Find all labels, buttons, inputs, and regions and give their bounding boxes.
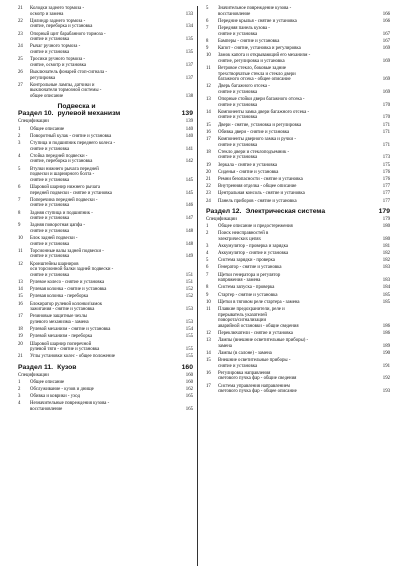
entry-title: Значительное повреждение кузова - восстановление <box>218 6 292 17</box>
entry-number: 1 <box>18 126 21 132</box>
toc-entry <box>18 154 193 165</box>
toc-entry <box>18 32 193 43</box>
entry-page-number: 153 <box>185 319 193 325</box>
entry-page-number: 165 <box>185 394 193 400</box>
entry-title: Блокиратор рулевой колонки/замок зажигания - снятие и установка <box>30 301 103 313</box>
toc-entry <box>18 394 193 400</box>
entry-number: 21 <box>18 354 23 360</box>
entry-number: 12 <box>206 330 211 336</box>
toc-entry <box>206 338 390 349</box>
entry-number: 7 <box>206 25 209 31</box>
entry-title: Замок капота и открывающий его механизм - снятие, регулировка и установка <box>218 53 311 64</box>
entry-number: 17 <box>206 137 211 142</box>
entry-page-number: 141 <box>185 146 193 152</box>
entry-title: Блок задней подвески - снятие и установка <box>30 236 78 247</box>
toc-entry <box>18 44 193 55</box>
entry-page-number: 148 <box>185 228 193 234</box>
entry-page-number: 169 <box>382 45 390 51</box>
entry-number: 13 <box>206 338 211 344</box>
toc-entry <box>206 199 390 205</box>
entry-number: 18 <box>206 149 211 155</box>
entry-number: 15 <box>206 122 211 128</box>
toc-entry <box>18 354 193 360</box>
entry-title: Контрольные лампы, датчики и выключатели тормозной системы - общее описание <box>30 82 102 99</box>
entry-number: 8 <box>18 210 21 216</box>
toc-entry <box>18 342 193 353</box>
entry-page-number: 154 <box>185 327 193 333</box>
toc-entry-specifications <box>18 119 193 125</box>
entry-number: 6 <box>206 18 209 24</box>
entry-number: 19 <box>18 334 23 340</box>
entry-page-number: 142 <box>185 159 193 165</box>
entry-page-number: 173 <box>382 155 390 161</box>
entry-title: Опорный щит барабанного тормоза - снятие и установка <box>30 31 106 43</box>
entry-title: Передняя панель кузова - снятие и установка <box>218 25 270 37</box>
entry-title: Бамперы - снятие и установка <box>218 38 280 44</box>
section-title: Подвеска и рулевой механизм <box>57 103 121 118</box>
entry-page-number: 185 <box>382 299 390 305</box>
entry-number: 23 <box>18 31 23 37</box>
entry-title: Компоненты замка двери багажного отсека - снятие и установка <box>218 109 310 121</box>
entry-title: Центральная консоль - снятие и установка <box>218 191 305 197</box>
entry-number: 18 <box>18 327 23 333</box>
entry-number: 17 <box>18 314 23 320</box>
entry-title: Стартер - снятие и установка <box>218 292 278 298</box>
entry-title: Опорные стойки двери багажного отсека - снятие и установка <box>218 97 305 108</box>
entry-number: 16 <box>206 370 211 376</box>
entry-page-number: 185 <box>382 292 390 298</box>
entry-title: Аккумулятор - снятие и установка <box>218 251 289 257</box>
entry-page-number: 155 <box>185 334 193 340</box>
toc-entry <box>18 185 193 196</box>
entry-page-number: 151 <box>185 280 193 286</box>
entry-page-number: 186 <box>382 330 390 336</box>
entry-number: 4 <box>18 153 21 159</box>
toc-entry <box>206 224 390 230</box>
entry-title: Переключатели - снятие и установка <box>218 330 293 336</box>
entry-page-number: 180 <box>382 236 390 242</box>
entry-page-number: 147 <box>185 216 193 222</box>
entry-title: Рулевой механизм - переборка <box>30 334 93 340</box>
toc-entry <box>18 236 193 247</box>
toc-entry <box>206 26 390 37</box>
entry-title: Система зарядки - проверка <box>218 258 275 264</box>
entry-number: 4 <box>206 251 209 257</box>
entry-page-number: 175 <box>382 162 390 168</box>
entry-title: Спецификации <box>18 119 49 125</box>
entry-number: 6 <box>206 265 209 271</box>
entry-number: 1 <box>18 379 21 385</box>
entry-number: 3 <box>18 394 21 400</box>
entry-number: 27 <box>18 82 23 88</box>
entry-title: Шаровой шарнир нижнего рычага передней подвески - снятие и установка <box>30 184 112 196</box>
entry-page-number: 191 <box>382 363 390 369</box>
section-page-number: 160 <box>181 363 193 371</box>
entry-number: 9 <box>206 292 209 298</box>
toc-entry <box>18 127 193 133</box>
entry-page-number: 193 <box>382 389 390 395</box>
entry-page-number: 176 <box>382 169 390 175</box>
toc-entry <box>206 384 390 395</box>
toc-entry <box>18 6 193 17</box>
toc-entry <box>206 307 390 329</box>
entry-title: Выключатель фонарей стоп-сигнала - регулировка <box>30 69 107 81</box>
entry-title: Зеркала - снятие и установка <box>218 162 277 168</box>
entry-page-number: 133 <box>185 11 193 17</box>
entry-number: 11 <box>18 248 23 254</box>
entry-title: Капот - снятие, установка и регулировка <box>218 45 301 51</box>
entry-page-number: 137 <box>185 75 193 81</box>
entry-number: 24 <box>18 44 23 50</box>
toc-entry <box>18 19 193 30</box>
entry-title: Система управления направлением светового пучка фар - общее описание <box>218 383 297 395</box>
entry-title: Генератор - снятие и установка <box>218 265 282 271</box>
entry-page-number: 145 <box>185 177 193 183</box>
toc-entry <box>206 170 390 176</box>
entry-page-number: 167 <box>382 38 390 44</box>
toc-column-left <box>18 6 198 566</box>
toc-entry <box>18 287 193 293</box>
entry-title: Лампы (в салоне) - замена <box>218 350 272 356</box>
entry-page-number: 155 <box>185 347 193 353</box>
entry-title: Плавкие предохранители, реле и прерыватель указателей поворота/сигнализации аварийной остановки - общие сведения <box>218 306 299 329</box>
entry-page-number: 135 <box>185 49 193 55</box>
entry-title: Задняя поворотная цапфа - снятие и установка <box>30 223 85 234</box>
entry-number: 1 <box>206 223 209 229</box>
toc-entry <box>18 294 193 300</box>
toc-entry <box>206 84 390 95</box>
entry-number: 8 <box>206 38 209 44</box>
toc-entry <box>206 191 390 197</box>
entry-title: Поиск неисправностей в электрических цепях <box>218 231 269 242</box>
toc-entry <box>206 150 390 161</box>
entry-title: Кронштейны шарниров оси торсионной балки задней подвески - снятие и установка <box>30 261 114 278</box>
toc-entry <box>206 331 390 337</box>
entry-title: Внешние осветительные приборы - снятие и установка <box>218 358 291 369</box>
toc-entry <box>206 110 390 121</box>
entry-number: 21 <box>18 6 23 11</box>
entry-number: 5 <box>18 166 21 172</box>
entry-title: Общее описание и предостережения <box>218 223 293 229</box>
toc-entry <box>206 351 390 357</box>
entry-title: Цилиндр заднего тормоза - снятие, переборка и установка <box>30 18 93 30</box>
entry-title: Обивка и коврики - уход <box>30 394 81 400</box>
toc-entry <box>18 211 193 222</box>
entry-page-number: 148 <box>185 241 193 247</box>
entry-page-number: 183 <box>382 278 390 284</box>
entry-number: 12 <box>206 84 211 90</box>
entry-number: 24 <box>206 198 211 204</box>
entry-page-number: 171 <box>382 129 390 135</box>
entry-title: Общее описание <box>30 379 65 385</box>
toc-entry <box>18 57 193 68</box>
entry-number: 14 <box>206 109 211 115</box>
toc-entry <box>206 46 390 52</box>
entry-page-number: 190 <box>382 350 390 356</box>
toc-entry <box>18 198 193 209</box>
entry-page-number: 182 <box>382 258 390 264</box>
entry-number: 9 <box>206 45 209 51</box>
entry-number: 6 <box>18 184 21 190</box>
entry-page-number: 177 <box>382 184 390 190</box>
entry-title: Дверь багажного отсека - снятие и установка <box>218 84 270 95</box>
toc-entry <box>206 293 390 299</box>
section-title: Кузов <box>57 363 77 371</box>
toc-entry <box>206 371 390 382</box>
entry-title: Рулевой механизм - снятие и установка <box>30 327 111 333</box>
entry-page-number: 152 <box>185 294 193 300</box>
entry-title: Задняя ступица и подшипник - снятие и установка <box>30 210 93 222</box>
entry-number: 26 <box>18 69 23 75</box>
entry-page-number: 162 <box>185 386 193 392</box>
entry-title: Передние крылья - снятие и установка <box>218 18 297 24</box>
entry-number: 22 <box>18 18 23 24</box>
toc-entry <box>18 70 193 81</box>
entry-number: 14 <box>206 350 211 356</box>
entry-title: Щетки генератора и регулятор напряжения - замена <box>218 272 281 284</box>
entry-page-number: 176 <box>382 176 390 182</box>
entry-number: 15 <box>206 358 211 364</box>
entry-number: 2 <box>18 133 21 139</box>
entry-page-number: 170 <box>382 115 390 121</box>
toc-entry <box>18 83 193 100</box>
toc-entry <box>206 244 390 250</box>
entry-number: 10 <box>206 53 211 59</box>
toc-entry <box>18 280 193 286</box>
section-page-number: 179 <box>378 207 390 215</box>
toc-entry <box>18 314 193 325</box>
entry-number: 11 <box>206 306 211 312</box>
entry-number: 2 <box>206 231 209 237</box>
entry-number: 14 <box>18 287 23 293</box>
section-title: Электрическая система <box>245 207 326 215</box>
toc-entry <box>206 258 390 264</box>
entry-page-number: 166 <box>382 18 390 24</box>
entry-number: 15 <box>18 294 23 300</box>
entry-number: 19 <box>206 162 211 168</box>
entry-title: Внутренняя отделка - общее описание <box>218 184 297 190</box>
entry-title: Стойка передней подвески - снятие, переборка и установка <box>30 153 93 165</box>
entry-page-number: 179 <box>382 216 390 222</box>
toc-entry-specifications <box>18 373 193 379</box>
entry-title: Сиденья - снятие и установка <box>218 169 279 175</box>
entry-page-number: 186 <box>382 323 390 329</box>
entry-page-number: 184 <box>382 285 390 291</box>
entry-page-number: 137 <box>185 62 193 68</box>
entry-number: 16 <box>206 129 211 135</box>
entry-page-number: 149 <box>185 254 193 260</box>
entry-title: Резиновые защитные чехлы рулевого механизма - замена <box>30 314 89 325</box>
toc-entry <box>206 66 390 83</box>
entry-number: 10 <box>206 299 211 305</box>
entry-page-number: 183 <box>382 265 390 271</box>
toc-entry <box>18 223 193 234</box>
entry-number: 9 <box>18 223 21 229</box>
entry-title: Щетки в тяговом реле стартера - замена <box>218 299 300 305</box>
toc-entry <box>206 130 390 136</box>
entry-number: 8 <box>206 285 209 291</box>
toc-entry <box>18 401 193 412</box>
entry-title: Обивка двери - снятие и установка <box>218 129 290 135</box>
entry-page-number: 146 <box>185 203 193 209</box>
entry-title: Лампы (внешние осветительные приборы) - замена <box>218 338 309 349</box>
entry-page-number: 170 <box>382 102 390 108</box>
entry-number: 21 <box>206 176 211 182</box>
entry-page-number: 169 <box>382 58 390 64</box>
toc-entry <box>18 167 193 184</box>
entry-page-number: 177 <box>382 198 390 204</box>
entry-page-number: 182 <box>382 251 390 257</box>
toc-entry-specifications <box>206 217 390 223</box>
toc-column-right <box>206 6 390 566</box>
entry-page-number: 139 <box>185 119 193 125</box>
entry-number: 12 <box>18 261 23 267</box>
section-label: Раздел 12. <box>206 207 242 215</box>
toc-entry <box>206 163 390 169</box>
entry-page-number: 135 <box>185 37 193 43</box>
entry-title: Стекло двери и стеклоподъемник - снятие и установка <box>218 149 290 161</box>
entry-title: Рулевая колонка - снятие и установка <box>30 287 107 293</box>
entry-title: Шаровой шарнир поперечной рулевой тяги - снятие и установка <box>30 341 100 353</box>
entry-title: Углы установки колес - общее положение <box>30 354 116 360</box>
toc-entry <box>18 141 193 152</box>
entry-page-number: 167 <box>382 31 390 37</box>
entry-title: Рулевое колесо - снятие и установка <box>30 280 105 286</box>
toc-entry <box>206 137 390 148</box>
toc-entry <box>206 251 390 257</box>
entry-number: 20 <box>18 341 23 347</box>
section-label: Раздел 11. <box>18 363 54 371</box>
toc-entry <box>206 184 390 190</box>
entry-number: 10 <box>18 236 23 242</box>
entry-title: Панель приборов - снятие и установка <box>218 198 297 204</box>
entry-title: Ремни безопасности - снятие и установка <box>218 176 303 182</box>
entry-title: Поперечина передней подвески - снятие и установка <box>30 197 98 209</box>
entry-title: Рулевая колонка - переборка <box>30 294 89 300</box>
toc-entry <box>206 53 390 64</box>
section-heading <box>18 364 193 371</box>
entry-page-number: 155 <box>185 354 193 360</box>
entry-number: 4 <box>18 401 21 407</box>
entry-title: Общее описание <box>30 126 65 132</box>
toc-entry <box>206 39 390 45</box>
entry-page-number: 166 <box>382 11 390 17</box>
toc-entry <box>18 262 193 279</box>
toc-entry <box>18 380 193 386</box>
toc-entry <box>206 97 390 108</box>
entry-title: Компоненты дверного замка и ручки - снятие и установка <box>218 137 296 148</box>
entry-number: 20 <box>206 169 211 175</box>
entry-title: Рычаг ручного тормоза - снятие и установка <box>30 44 81 55</box>
entry-number: 13 <box>206 97 211 103</box>
toc-entry <box>206 177 390 183</box>
entry-title: Система запуска - проверка <box>218 285 275 291</box>
entry-number: 16 <box>18 301 23 307</box>
entry-page-number: 134 <box>185 24 193 30</box>
entry-title: Спецификации <box>206 216 237 222</box>
toc-entry <box>206 6 390 17</box>
section-label: Раздел 10. <box>18 110 54 118</box>
entry-title: Спецификации <box>18 372 49 378</box>
toc-entry <box>18 327 193 333</box>
toc-entry <box>206 358 390 369</box>
entry-page-number: 140 <box>185 133 193 139</box>
entry-title: Регулировка направления светового пучка фар - общие сведения <box>218 370 297 382</box>
entry-number: 2 <box>18 386 21 392</box>
toc-entry <box>18 134 193 140</box>
entry-number: 17 <box>206 383 211 389</box>
entry-page-number: 153 <box>185 307 193 313</box>
entry-page-number: 180 <box>382 223 390 229</box>
entry-page-number: 160 <box>185 372 193 378</box>
entry-title: Втулки нижнего рычага передней подвески и шарнирного болта - снятие и установка <box>30 166 99 183</box>
entry-title: Аккумулятор - проверка и зарядка <box>218 243 288 249</box>
toc-entry <box>18 334 193 340</box>
entry-page-number: 171 <box>382 142 390 148</box>
toc-entry <box>206 300 390 306</box>
entry-title: Незначительные повреждения кузова - восстановление <box>30 401 110 412</box>
entry-page-number: 169 <box>382 89 390 95</box>
toc-entry <box>206 123 390 129</box>
entry-page-number: 151 <box>185 272 193 278</box>
entry-title: Ступица и подшипник переднего колеса - снятие и установка <box>30 141 116 152</box>
entry-number: 23 <box>206 191 211 197</box>
toc-entry <box>18 387 193 393</box>
toc-entry <box>206 273 390 284</box>
entry-page-number: 177 <box>382 191 390 197</box>
entry-number: 7 <box>18 197 21 203</box>
entry-number: 5 <box>206 258 209 264</box>
entry-title: Ветровое стекло, боковые задние трехстворчатые стекла и стекло двери багажного отсека - общее описание <box>218 65 296 83</box>
entry-page-number: 192 <box>382 376 390 382</box>
toc-entry <box>18 249 193 260</box>
section-heading <box>18 103 193 118</box>
entry-title: Тросики ручного тормоза - снятие, осмотр и установка <box>30 57 87 68</box>
section-heading <box>206 208 390 215</box>
entry-number: 13 <box>18 280 23 286</box>
toc-entry <box>18 302 193 313</box>
entry-number: 5 <box>206 6 209 11</box>
entry-title: Поворотный кулак - снятие и установка <box>30 133 112 139</box>
entry-number: 3 <box>206 243 209 249</box>
entry-page-number: 169 <box>382 77 390 83</box>
entry-title: Торсионные валы задней подвески - снятие и установка <box>30 248 104 260</box>
toc-entry <box>206 285 390 291</box>
entry-page-number: 138 <box>185 93 193 99</box>
entry-page-number: 160 <box>185 379 193 385</box>
entry-title: Колодки заднего тормоза - осмотр и замена <box>30 6 85 17</box>
entry-number: 25 <box>18 57 23 63</box>
entry-page-number: 165 <box>185 406 193 412</box>
entry-page-number: 152 <box>185 287 193 293</box>
toc-entry <box>206 265 390 271</box>
entry-page-number: 140 <box>185 126 193 132</box>
entry-number: 7 <box>206 272 209 278</box>
toc-entry <box>206 19 390 25</box>
entry-number: 22 <box>206 184 211 190</box>
section-page-number: 139 <box>181 110 193 118</box>
entry-number: 3 <box>18 141 21 147</box>
entry-title: Обслуживание - кузов и днище <box>30 386 94 392</box>
entry-page-number: 189 <box>382 343 390 349</box>
entry-page-number: 181 <box>382 243 390 249</box>
entry-title: Двери - снятие, установка и регулировка <box>218 122 302 128</box>
entry-page-number: 171 <box>382 122 390 128</box>
entry-number: 11 <box>206 65 211 71</box>
entry-page-number: 145 <box>185 190 193 196</box>
toc-entry <box>206 231 390 242</box>
